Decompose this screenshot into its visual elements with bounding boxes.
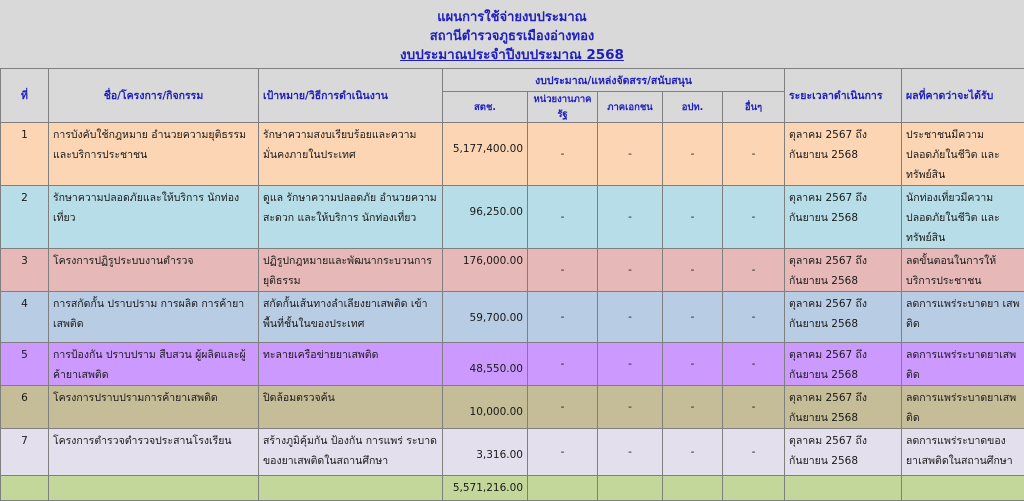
title-block bbox=[0, 0, 1024, 69]
cell-empty[interactable] bbox=[49, 476, 259, 501]
cell-empty[interactable] bbox=[1, 476, 49, 501]
cell-period[interactable]: ตุลาคม 2567 ถึงกันยายน 2568 bbox=[785, 186, 902, 249]
cell-period[interactable]: ตุลาคม 2567 ถึงกันยายน 2568 bbox=[785, 386, 902, 429]
cell-project[interactable]: การบังคับใช้กฎหมาย อำนวยความยุติธรรม และบริการประชาชน bbox=[49, 123, 259, 186]
cell-no[interactable]: 6 bbox=[1, 386, 49, 429]
cell-no[interactable]: 3 bbox=[1, 249, 49, 292]
cell-goal[interactable]: สกัดกั้นเส้นทางลำเลียงยาเสพติด เข้าพื้นที่ชั้นในของประเทศ bbox=[259, 292, 443, 343]
cell-empty[interactable] bbox=[902, 476, 1024, 501]
cell-project[interactable]: โครงการปฏิรูประบบงานตำรวจ bbox=[49, 249, 259, 292]
table-row bbox=[1, 186, 1024, 249]
cell-project[interactable]: การป้องกัน ปราบปราม สืบสวน ผู้ผลิตและผู้ค้ายาเสพติด bbox=[49, 343, 259, 386]
cell-total-stc[interactable]: 5,571,216.00 bbox=[443, 476, 528, 501]
header-sub-stc[interactable]: สตช. bbox=[443, 92, 528, 123]
cell-period[interactable]: ตุลาคม 2567 ถึงกันยายน 2568 bbox=[785, 123, 902, 186]
cell-gov[interactable]: - bbox=[528, 123, 598, 186]
cell-other[interactable]: - bbox=[723, 429, 785, 476]
cell-other[interactable]: - bbox=[723, 343, 785, 386]
title-line-1: แผนการใช้จ่ายงบประมาณ bbox=[0, 0, 1024, 27]
cell-stc[interactable]: 59,700.00 bbox=[443, 292, 528, 343]
cell-result[interactable]: ลดการแพร่ระบาดยา เสพติด bbox=[902, 292, 1024, 343]
header-sub-lao[interactable]: อปท. bbox=[663, 92, 723, 123]
cell-gov[interactable]: - bbox=[528, 249, 598, 292]
cell-result[interactable]: ลดการแพร่ระบาดของ ยาเสพติดในสถานศึกษา bbox=[902, 429, 1024, 476]
cell-private[interactable]: - bbox=[598, 292, 663, 343]
cell-stc[interactable]: 176,000.00 bbox=[443, 249, 528, 292]
table-row bbox=[1, 343, 1024, 386]
cell-lao[interactable]: - bbox=[663, 429, 723, 476]
cell-other[interactable]: - bbox=[723, 249, 785, 292]
cell-no[interactable]: 1 bbox=[1, 123, 49, 186]
cell-gov[interactable]: - bbox=[528, 429, 598, 476]
cell-goal[interactable]: ปฏิรูปกฎหมายและพัฒนากระบวนการยุติธรรม bbox=[259, 249, 443, 292]
cell-private[interactable]: - bbox=[598, 123, 663, 186]
cell-gov[interactable]: - bbox=[528, 386, 598, 429]
cell-result[interactable]: ลดการแพร่ระบาดยาเสพติด bbox=[902, 343, 1024, 386]
cell-project[interactable]: โครงการตำรวจตำรวจประสานโรงเรียน bbox=[49, 429, 259, 476]
table-row bbox=[1, 429, 1024, 476]
cell-empty[interactable] bbox=[528, 476, 598, 501]
cell-gov[interactable]: - bbox=[528, 186, 598, 249]
cell-empty[interactable] bbox=[723, 476, 785, 501]
cell-no[interactable]: 7 bbox=[1, 429, 49, 476]
table-row bbox=[1, 123, 1024, 186]
header-sub-other[interactable]: อื่นๆ bbox=[723, 92, 785, 123]
cell-stc[interactable]: 48,550.00 bbox=[443, 343, 528, 386]
cell-private[interactable]: - bbox=[598, 386, 663, 429]
cell-no[interactable]: 5 bbox=[1, 343, 49, 386]
cell-goal[interactable]: สร้างภูมิคุ้มกัน ป้องกัน การแพร่ ระบาดของยาเสพติดในสถานศึกษา bbox=[259, 429, 443, 476]
cell-period[interactable]: ตุลาคม 2567 ถึงกันยายน 2568 bbox=[785, 343, 902, 386]
cell-result[interactable]: ลดขั้นตอนในการให้บริการประชาชน bbox=[902, 249, 1024, 292]
total-row bbox=[1, 476, 1024, 501]
header-sub-gov[interactable]: หน่วยงานภาครัฐ bbox=[528, 92, 598, 123]
cell-period[interactable]: ตุลาคม 2567 ถึงกันยายน 2568 bbox=[785, 249, 902, 292]
cell-goal[interactable]: ทะลายเครือข่ายยาเสพติด bbox=[259, 343, 443, 386]
header-period[interactable]: ระยะเวลาดำเนินการ bbox=[785, 69, 902, 123]
cell-lao[interactable]: - bbox=[663, 292, 723, 343]
cell-goal[interactable]: รักษาความสงบเรียบร้อยและความ มั่นคงภายในประเทศ bbox=[259, 123, 443, 186]
cell-goal[interactable]: ปิดล้อมตรวจค้น bbox=[259, 386, 443, 429]
cell-gov[interactable]: - bbox=[528, 292, 598, 343]
cell-lao[interactable]: - bbox=[663, 186, 723, 249]
cell-lao[interactable]: - bbox=[663, 249, 723, 292]
cell-project[interactable]: การสกัดกั้น ปราบปราม การผลิต การค้ายา เสพติด bbox=[49, 292, 259, 343]
cell-stc[interactable]: 96,250.00 bbox=[443, 186, 528, 249]
cell-lao[interactable]: - bbox=[663, 123, 723, 186]
cell-goal[interactable]: ดูแล รักษาความปลอดภัย อำนวยความสะดวก และให้บริการ นักท่องเที่ยว bbox=[259, 186, 443, 249]
table-row bbox=[1, 292, 1024, 343]
cell-lao[interactable]: - bbox=[663, 386, 723, 429]
header-sub-private[interactable]: ภาคเอกชน bbox=[598, 92, 663, 123]
header-goal[interactable]: เป้าหมาย/วิธีการดำเนินงาน bbox=[259, 69, 443, 123]
cell-result[interactable]: ประชาชนมีความปลอดภัยในชีวิต และทรัพย์สิน bbox=[902, 123, 1024, 186]
cell-private[interactable]: - bbox=[598, 343, 663, 386]
header-project[interactable]: ชื่อ/โครงการ/กิจกรรม bbox=[49, 69, 259, 123]
cell-no[interactable]: 2 bbox=[1, 186, 49, 249]
cell-gov[interactable]: - bbox=[528, 343, 598, 386]
cell-no[interactable]: 4 bbox=[1, 292, 49, 343]
cell-lao[interactable]: - bbox=[663, 343, 723, 386]
cell-result[interactable]: นักท่องเที่ยวมีความปลอดภัยในชีวิต และทรัพย์สิน bbox=[902, 186, 1024, 249]
cell-private[interactable]: - bbox=[598, 186, 663, 249]
cell-private[interactable]: - bbox=[598, 249, 663, 292]
cell-other[interactable]: - bbox=[723, 386, 785, 429]
cell-project[interactable]: รักษาความปลอดภัยและให้บริการ นักท่องเที่ยว bbox=[49, 186, 259, 249]
cell-empty[interactable] bbox=[785, 476, 902, 501]
cell-project[interactable]: โครงการปราบปรามการค้ายาเสพติด bbox=[49, 386, 259, 429]
cell-other[interactable]: - bbox=[723, 186, 785, 249]
table-row bbox=[1, 386, 1024, 429]
cell-stc[interactable]: 10,000.00 bbox=[443, 386, 528, 429]
title-line-3: งบประมาณประจำปีงบประมาณ 2568 bbox=[0, 46, 1024, 65]
header-budget[interactable]: งบประมาณ/แหล่งจัดสรร/สนับสนุน bbox=[443, 69, 785, 92]
cell-other[interactable]: - bbox=[723, 123, 785, 186]
budget-table bbox=[0, 68, 1024, 501]
title-line-2: สถานีตำรวจภูธรเมืองอ่างทอง bbox=[0, 27, 1024, 46]
header-result[interactable]: ผลที่คาดว่าจะได้รับ bbox=[902, 69, 1024, 123]
cell-stc[interactable]: 5,177,400.00 bbox=[443, 123, 528, 186]
header-no[interactable]: ที่ bbox=[1, 69, 49, 123]
table-row bbox=[1, 249, 1024, 292]
cell-other[interactable]: - bbox=[723, 292, 785, 343]
cell-period[interactable]: ตุลาคม 2567 ถึงกันยายน 2568 bbox=[785, 429, 902, 476]
cell-empty[interactable] bbox=[259, 476, 443, 501]
cell-private[interactable]: - bbox=[598, 429, 663, 476]
cell-result[interactable]: ลดการแพร่ระบาดยาเสพติด bbox=[902, 386, 1024, 429]
cell-stc[interactable]: 3,316.00 bbox=[443, 429, 528, 476]
cell-period[interactable]: ตุลาคม 2567 ถึงกันยายน 2568 bbox=[785, 292, 902, 343]
cell-empty[interactable] bbox=[598, 476, 663, 501]
cell-empty[interactable] bbox=[663, 476, 723, 501]
